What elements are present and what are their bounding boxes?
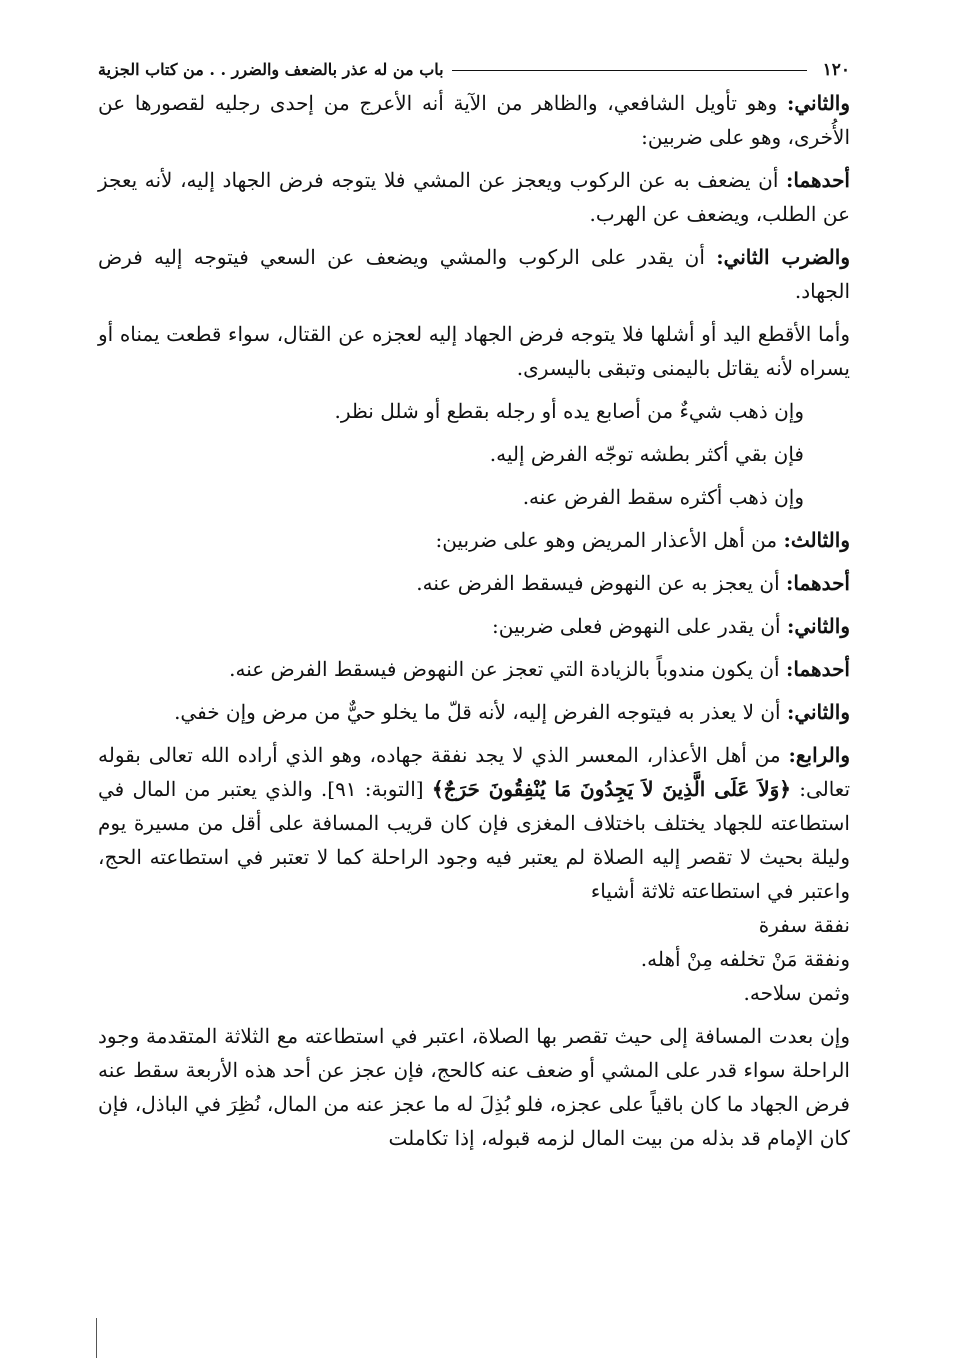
paragraph-term: والثاني: <box>786 614 850 638</box>
paragraph <box>98 1019 850 1155</box>
paragraph-text: والذي يعتبر من المال في استطاعته للجهاد يختلف باختلاف المغزى فإن كان قريب المسافة على أقل من مسيرة يوم وليلة بحيث لا تقصر إليه الصلاة لم يعتبر فيه وجود الراحلة كما لا تعتبر في استطاعته الحج، واعتبر في استطاعته ثلاثة أشياء <box>98 777 850 903</box>
paragraph-text: أن يكون مندوباً بالزيادة التي تعجز عن النهوض فيسقط الفرض عنه. <box>229 657 786 681</box>
paragraph <box>98 695 850 729</box>
paragraph-text: من أهل الأعذار المريض وهو على ضربين: <box>435 528 784 552</box>
paragraph <box>98 394 850 428</box>
verse-citation: [التوبة: ٩١]. <box>320 777 432 801</box>
paragraph-term: والثاني: <box>786 700 850 724</box>
list-item: وثمن سلاحه. <box>743 981 850 1005</box>
paragraph <box>98 566 850 600</box>
list-item: ونفقة مَنْ تخلفه مِنْ أهله. <box>640 947 850 971</box>
paragraph-text: وإن ذهب أكثره سقط الفرض عنه. <box>522 485 804 509</box>
margin-mark <box>96 1318 97 1358</box>
paragraph-text: أن يقدر على الركوب والمشي ويضعف عن السعي فيتوجه إليه فرض الجهاد. <box>98 245 850 303</box>
paragraph-text: وهو تأويل الشافعي، والظاهر من الآية أنه الأعرج من إحدى رجليه لقصورها عن الأُخرى، وهو على ضربين: <box>98 91 850 149</box>
running-title: باب من له عذر بالضعف والضرر . . من كتاب الجزية <box>98 60 444 79</box>
paragraph <box>98 163 850 231</box>
paragraph-text: وإن بعدت المسافة إلى حيث تقصر بها الصلاة، اعتبر في استطاعته مع الثلاثة المتقدمة وجود الراحلة سواء قدر على المشي أو ضعف عنه كالحج، فإن عجز عن أحد هذه الأربعة سقط عنه فرض الجهاد ما كان باقياً على عجزه، فلو بُذِلَ له ما عجز عنه من المال، نُظِرَ في الباذل، فإن كان الإمام قد بذله من بيت المال لزمه قبوله، إذا تكاملت <box>98 1024 850 1150</box>
page-number: ١٢٠ <box>822 60 850 80</box>
paragraph <box>98 609 850 643</box>
paragraph <box>98 437 850 471</box>
paragraph-term: والضرب الثاني: <box>716 245 850 269</box>
paragraph-term: أحدهما: <box>785 571 850 595</box>
paragraph-term: والثالث: <box>783 528 850 552</box>
paragraph-text: وأما الأقطع اليد أو أشلها فلا يتوجه فرض الجهاد إليه لعجزه عن القتال، سواء قطعت يمناه أو يسراه لأنه يقاتل باليمنى وتبقى باليسرى. <box>98 322 850 380</box>
paragraph-text: أن يقدر على النهوض فعلى ضربين: <box>491 614 787 638</box>
paragraph-text: أن يضعف به عن الركوب ويعجز عن المشي فلا يتوجه فرض الجهاد إليه، لأنه يعجز عن الطلب، ويضعف عن الهرب. <box>98 168 850 226</box>
paragraph-term: والرابع: <box>788 743 850 767</box>
paragraph-text: أن لا يعذر به فيتوجه الفرض إليه، لأنه قلّ ما يخلو حيٌّ من مرض وإن خفي. <box>174 700 787 724</box>
header-rule <box>452 70 807 71</box>
paragraph <box>98 86 850 154</box>
paragraph-term: والثاني: <box>786 91 851 115</box>
paragraph <box>98 523 850 557</box>
paragraph-text: فإن بقي أكثر بطشه توجّه الفرض إليه. <box>489 442 804 466</box>
paragraph <box>98 240 850 308</box>
page-body <box>98 58 850 1164</box>
list-item: نفقة سفرة <box>758 913 850 937</box>
paragraph <box>98 317 850 385</box>
paragraph <box>98 652 850 686</box>
paragraph-text: أن يعجز به عن النهوض فيسقط الفرض عنه. <box>416 571 786 595</box>
paragraph-term: أحدهما: <box>785 168 850 192</box>
paragraph <box>98 480 850 514</box>
paragraph-text: من أهل الأعذار، المعسر الذي لا يجد نفقة جهاده، وهو الذي أراده الله تعالى بقوله تعالى: <box>98 743 851 801</box>
paragraph-text: وإن ذهب شيءٌ من أصابع يده أو رجله بقطع أو شلل نظر. <box>334 399 804 423</box>
quran-verse: ﴿وَلاَ عَلَى الَّذِينَ لاَ يَجِدُونَ مَا يُنْفِقُونَ حَرَجٌ﴾ <box>431 777 791 801</box>
paragraph-term: أحدهما: <box>785 657 850 681</box>
paragraph-fourth <box>98 738 850 908</box>
running-head <box>98 58 850 82</box>
